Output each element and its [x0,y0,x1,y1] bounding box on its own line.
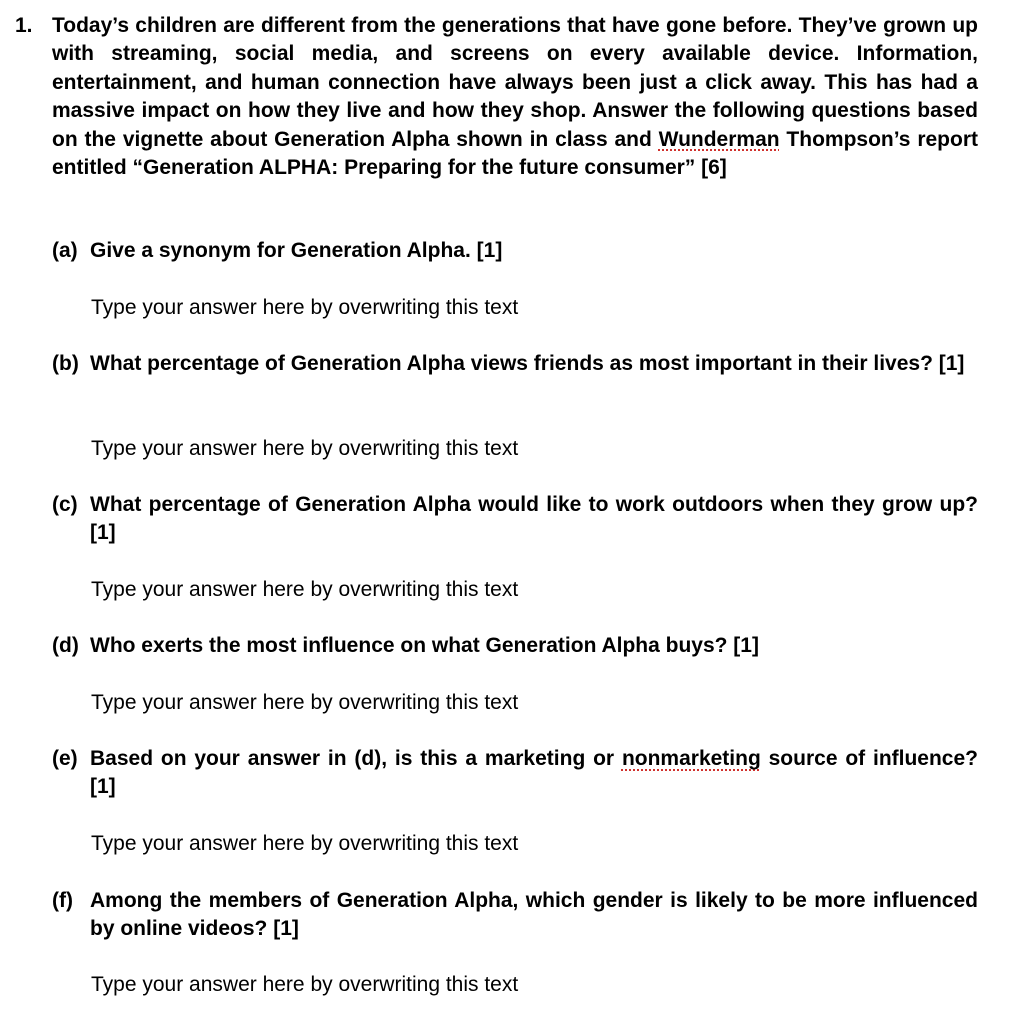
subquestion-text: What percentage of Generation Alpha would like to work outdoors when they grow up? [1] [90,493,978,545]
subquestion-a [52,237,978,265]
subquestion-e [52,745,978,802]
subquestion-b [52,350,978,378]
subquestion-text [90,745,978,802]
subquestion-d [52,632,978,660]
subquestion-label: (b) [52,352,79,375]
subquestion-text: Give a synonym for Generation Alpha. [1] [90,239,503,262]
subquestion-label: (f) [52,889,73,912]
subquestion-c [52,491,978,548]
subquestion-f [52,887,978,944]
spellcheck-flagged-word[interactable]: Wunderman [658,127,780,151]
question-number: 1. [15,14,33,37]
subquestion-label: (e) [52,747,78,770]
subquestion-text: Who exerts the most influence on what Generation Alpha buys? [1] [90,634,759,657]
answer-field-f[interactable]: Type your answer here by overwriting this text [91,973,519,996]
spellcheck-flagged-word[interactable]: nonmarketing [621,747,761,770]
question-text-part2: Thompson’s report entitled “Generation ALPHA: Preparing for the future consumer” [6] [52,127,978,180]
subquestion-text-part1: Based on your answer in (d), is this a marketing or [90,747,622,770]
answer-field-e[interactable]: Type your answer here by overwriting this text [91,832,519,855]
subquestion-label: (c) [52,493,78,516]
answer-field-d[interactable]: Type your answer here by overwriting this text [91,691,519,714]
subquestion-text-part2: source of influence? [1] [90,747,978,799]
subquestion-label: (a) [52,239,78,262]
answer-field-a[interactable]: Type your answer here by overwriting this text [91,296,519,319]
question-text [52,12,978,182]
answer-field-b[interactable]: Type your answer here by overwriting this text [91,437,519,460]
subquestion-text: What percentage of Generation Alpha views friends as most important in their lives? [1] [90,352,965,375]
question-text-part1: Today’s children are different from the generations that have gone before. They’ve grown up with streaming, social media, and screens on every available device. Information, entertainment, and human connection have always been just a click away. This has had a massive impact on how they live and how they shop. Answer the following questions based on the vignette about Generation Alpha shown in class and [52,14,978,151]
subquestion-text: Among the members of Generation Alpha, which gender is likely to be more influenced by online videos? [1] [90,889,978,941]
subquestion-label: (d) [52,634,79,657]
answer-field-c[interactable]: Type your answer here by overwriting this text [91,578,519,601]
